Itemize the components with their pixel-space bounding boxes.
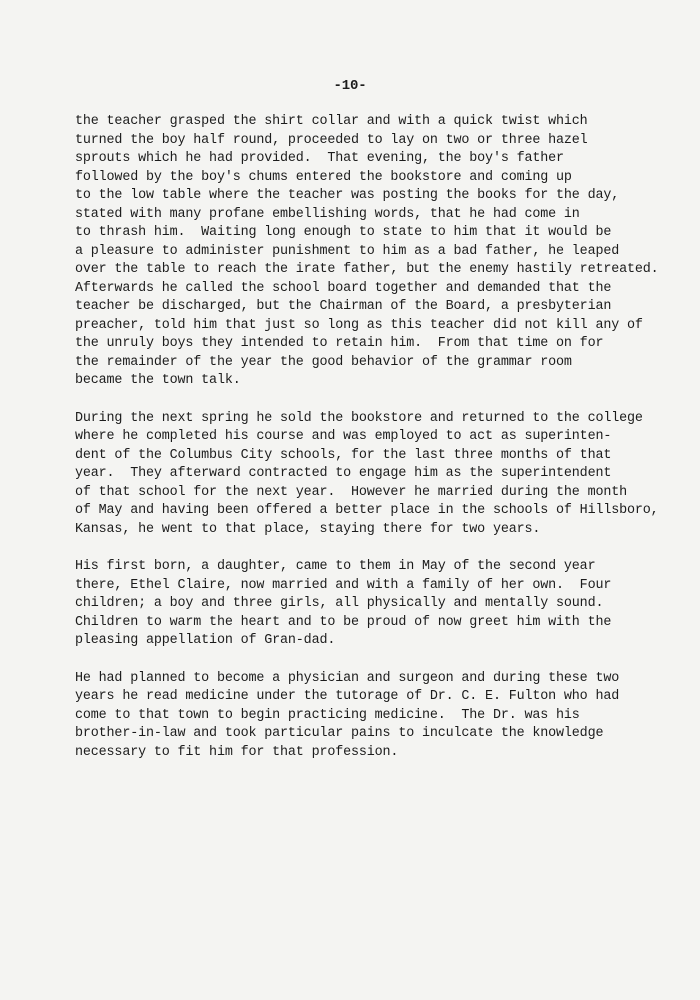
text-line: dent of the Columbus City schools, for the last three months of that — [75, 447, 612, 463]
text-line: He had planned to become a physician and surgeon and during these two — [75, 670, 620, 686]
paragraph-3 — [75, 558, 695, 651]
text-line: During the next spring he sold the bookstore and returned to the college — [75, 410, 643, 426]
page-number: -10- — [333, 78, 367, 94]
text-line: stated with many profane embellishing words, that he had come in — [75, 206, 580, 222]
text-line: come to that town to begin practicing medicine. The Dr. was his — [75, 707, 580, 723]
text-line: His first born, a daughter, came to them in May of the second year — [75, 559, 596, 574]
text-line: the teacher grasped the shirt collar and with a quick twist which — [75, 114, 588, 129]
paragraph-4 — [75, 670, 695, 763]
text-line: years he read medicine under the tutorage of Dr. C. E. Fulton who had — [75, 689, 620, 704]
text-line: Children to warm the heart and to be proud of now greet him with the — [75, 614, 612, 630]
text-line: there, Ethel Claire, now married and with a family of her own. Four — [75, 577, 612, 593]
text-line: to the low table where the teacher was posting the books for the day, — [75, 188, 620, 203]
text-line: of May and having been offered a better place in the schools of Hillsboro, — [75, 503, 659, 518]
paragraph-1 — [75, 113, 695, 391]
text-line: turned the boy half round, proceeded to lay on two or three hazel — [75, 132, 588, 148]
text-line: brother-in-law and took particular pains to inculcate the knowledge — [75, 726, 604, 741]
text-line: Kansas, he went to that place, staying there for two years. — [75, 521, 541, 537]
text-line: a pleasure to administer punishment to him as a bad father, he leaped — [75, 243, 620, 259]
text-line: became the town talk. — [75, 373, 241, 388]
text-line: the unruly boys they intended to retain him. From that time on for — [75, 336, 604, 351]
text-line: of that school for the next year. However he married during the month — [75, 484, 627, 500]
text-line: necessary to fit him for that profession. — [75, 744, 399, 760]
text-line: year. They afterward contracted to engage him as the superintendent — [75, 466, 612, 481]
text-line: sprouts which he had provided. That evening, the boy's father — [75, 151, 564, 166]
text-line: Afterwards he called the school board together and demanded that the — [75, 280, 612, 296]
text-line: where he completed his course and was employed to act as superinten- — [75, 429, 612, 444]
paragraph-2 — [75, 410, 695, 540]
text-line: preacher, told him that just so long as this teacher did not kill any of — [75, 317, 643, 333]
text-line: followed by the boy's chums entered the bookstore and coming up — [75, 169, 572, 185]
text-line: to thrash him. Waiting long enough to state to him that it would be — [75, 225, 612, 240]
text-line: children; a boy and three girls, all physically and mentally sound. — [75, 596, 604, 611]
text-line: pleasing appellation of Gran-dad. — [75, 633, 336, 648]
text-line: the remainder of the year the good behavior of the grammar room — [75, 354, 572, 370]
text-line: teacher be discharged, but the Chairman of the Board, a presbyterian — [75, 299, 612, 314]
text-line: over the table to reach the irate father, but the enemy hastily retreated. — [75, 262, 659, 277]
body-text — [75, 113, 695, 781]
